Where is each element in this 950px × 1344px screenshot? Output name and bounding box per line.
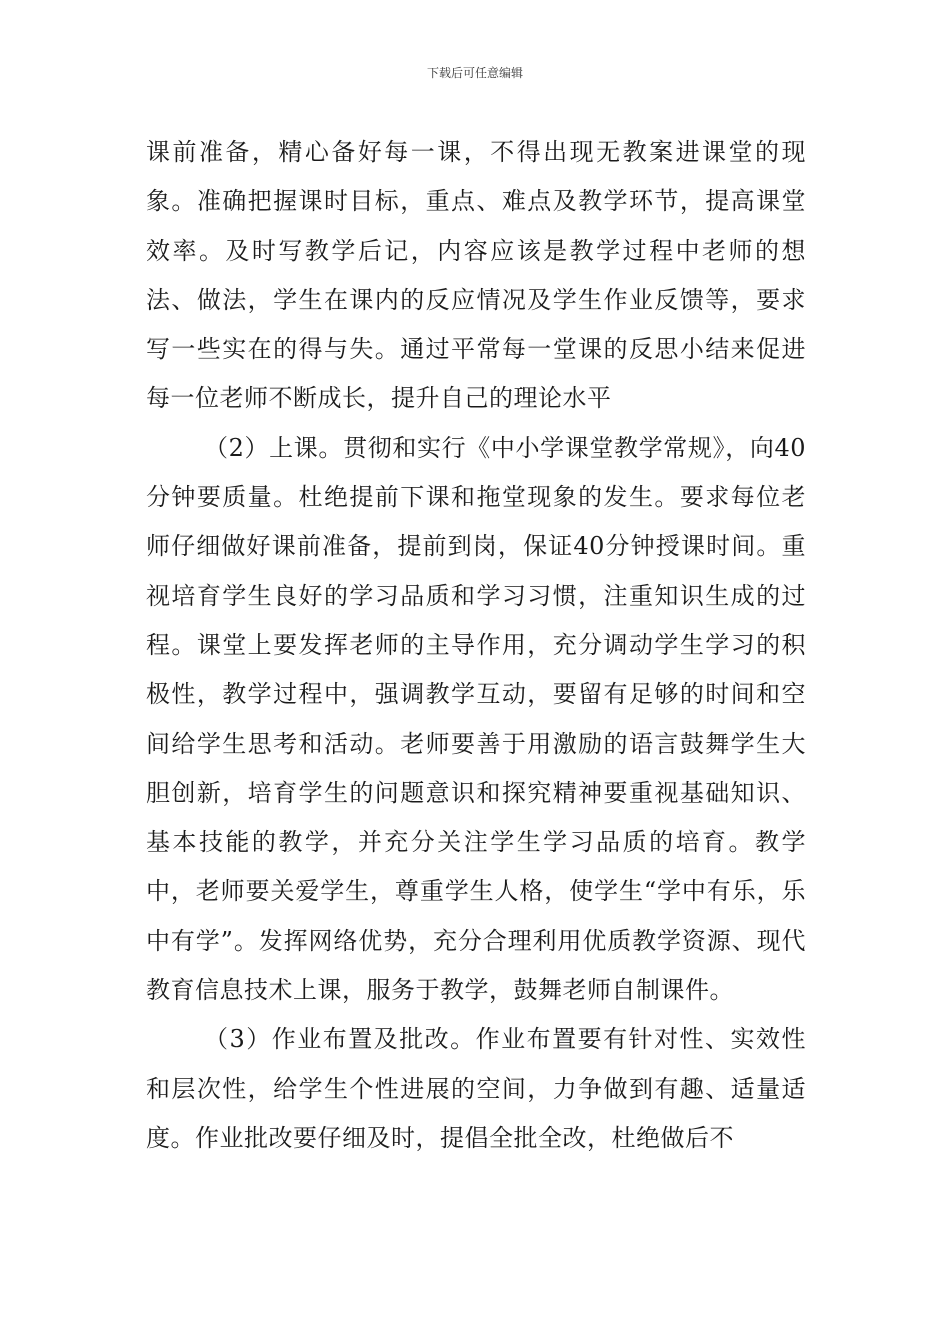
paragraph-homework: （3）作业布置及批改。作业布置要有针对性、实效性和层次性，给学生个性进展的空间，力争做到有趣、适量适度。作业批改要仔细及时，提倡全批全改，杜绝做后不: [146, 1025, 806, 1152]
document-body: [146, 128, 806, 1163]
paragraph-lesson-preparation: 课前准备，精心备好每一课，不得出现无教案进课堂的现象。准确把握课时目标，重点、难点及教学环节，提高课堂效率。及时写教学后记，内容应该是教学过程中老师的想法、做法，学生在课内的反应情况及学生作业反馈等，要求写一些实在的得与失。通过平常每一堂课的反思小结来促进每一位老师不断成长，提升自己的理论水平: [146, 138, 806, 413]
paragraph-class-teaching: （2）上课。贯彻和实行《中小学课堂教学常规》，向40分钟要质量。杜绝提前下课和拖堂现象的发生。要求每位老师仔细做好课前准备，提前到岗，保证40分钟授课时间。重视培育学生良好的学习品质和学习习惯，注重知识生成的过程。课堂上要发挥老师的主导作用，充分调动学生学习的积极性，教学过程中，强调教学互动，要留有足够的时间和空间给学生思考和活动。老师要善于用激励的语言鼓舞学生大胆创新，培育学生的问题意识和探究精神要重视基础知识、基本技能的教学，并充分关注学生学习品质的培育。教学中，老师要关爱学生，尊重学生人格，使学生“学中有乐，乐中有学”。发挥网络优势，充分合理利用优质教学资源、现代教育信息技术上课，服务于教学，鼓舞老师自制课件。: [146, 433, 806, 1005]
page-header: 下载后可任意编辑: [426, 66, 523, 80]
